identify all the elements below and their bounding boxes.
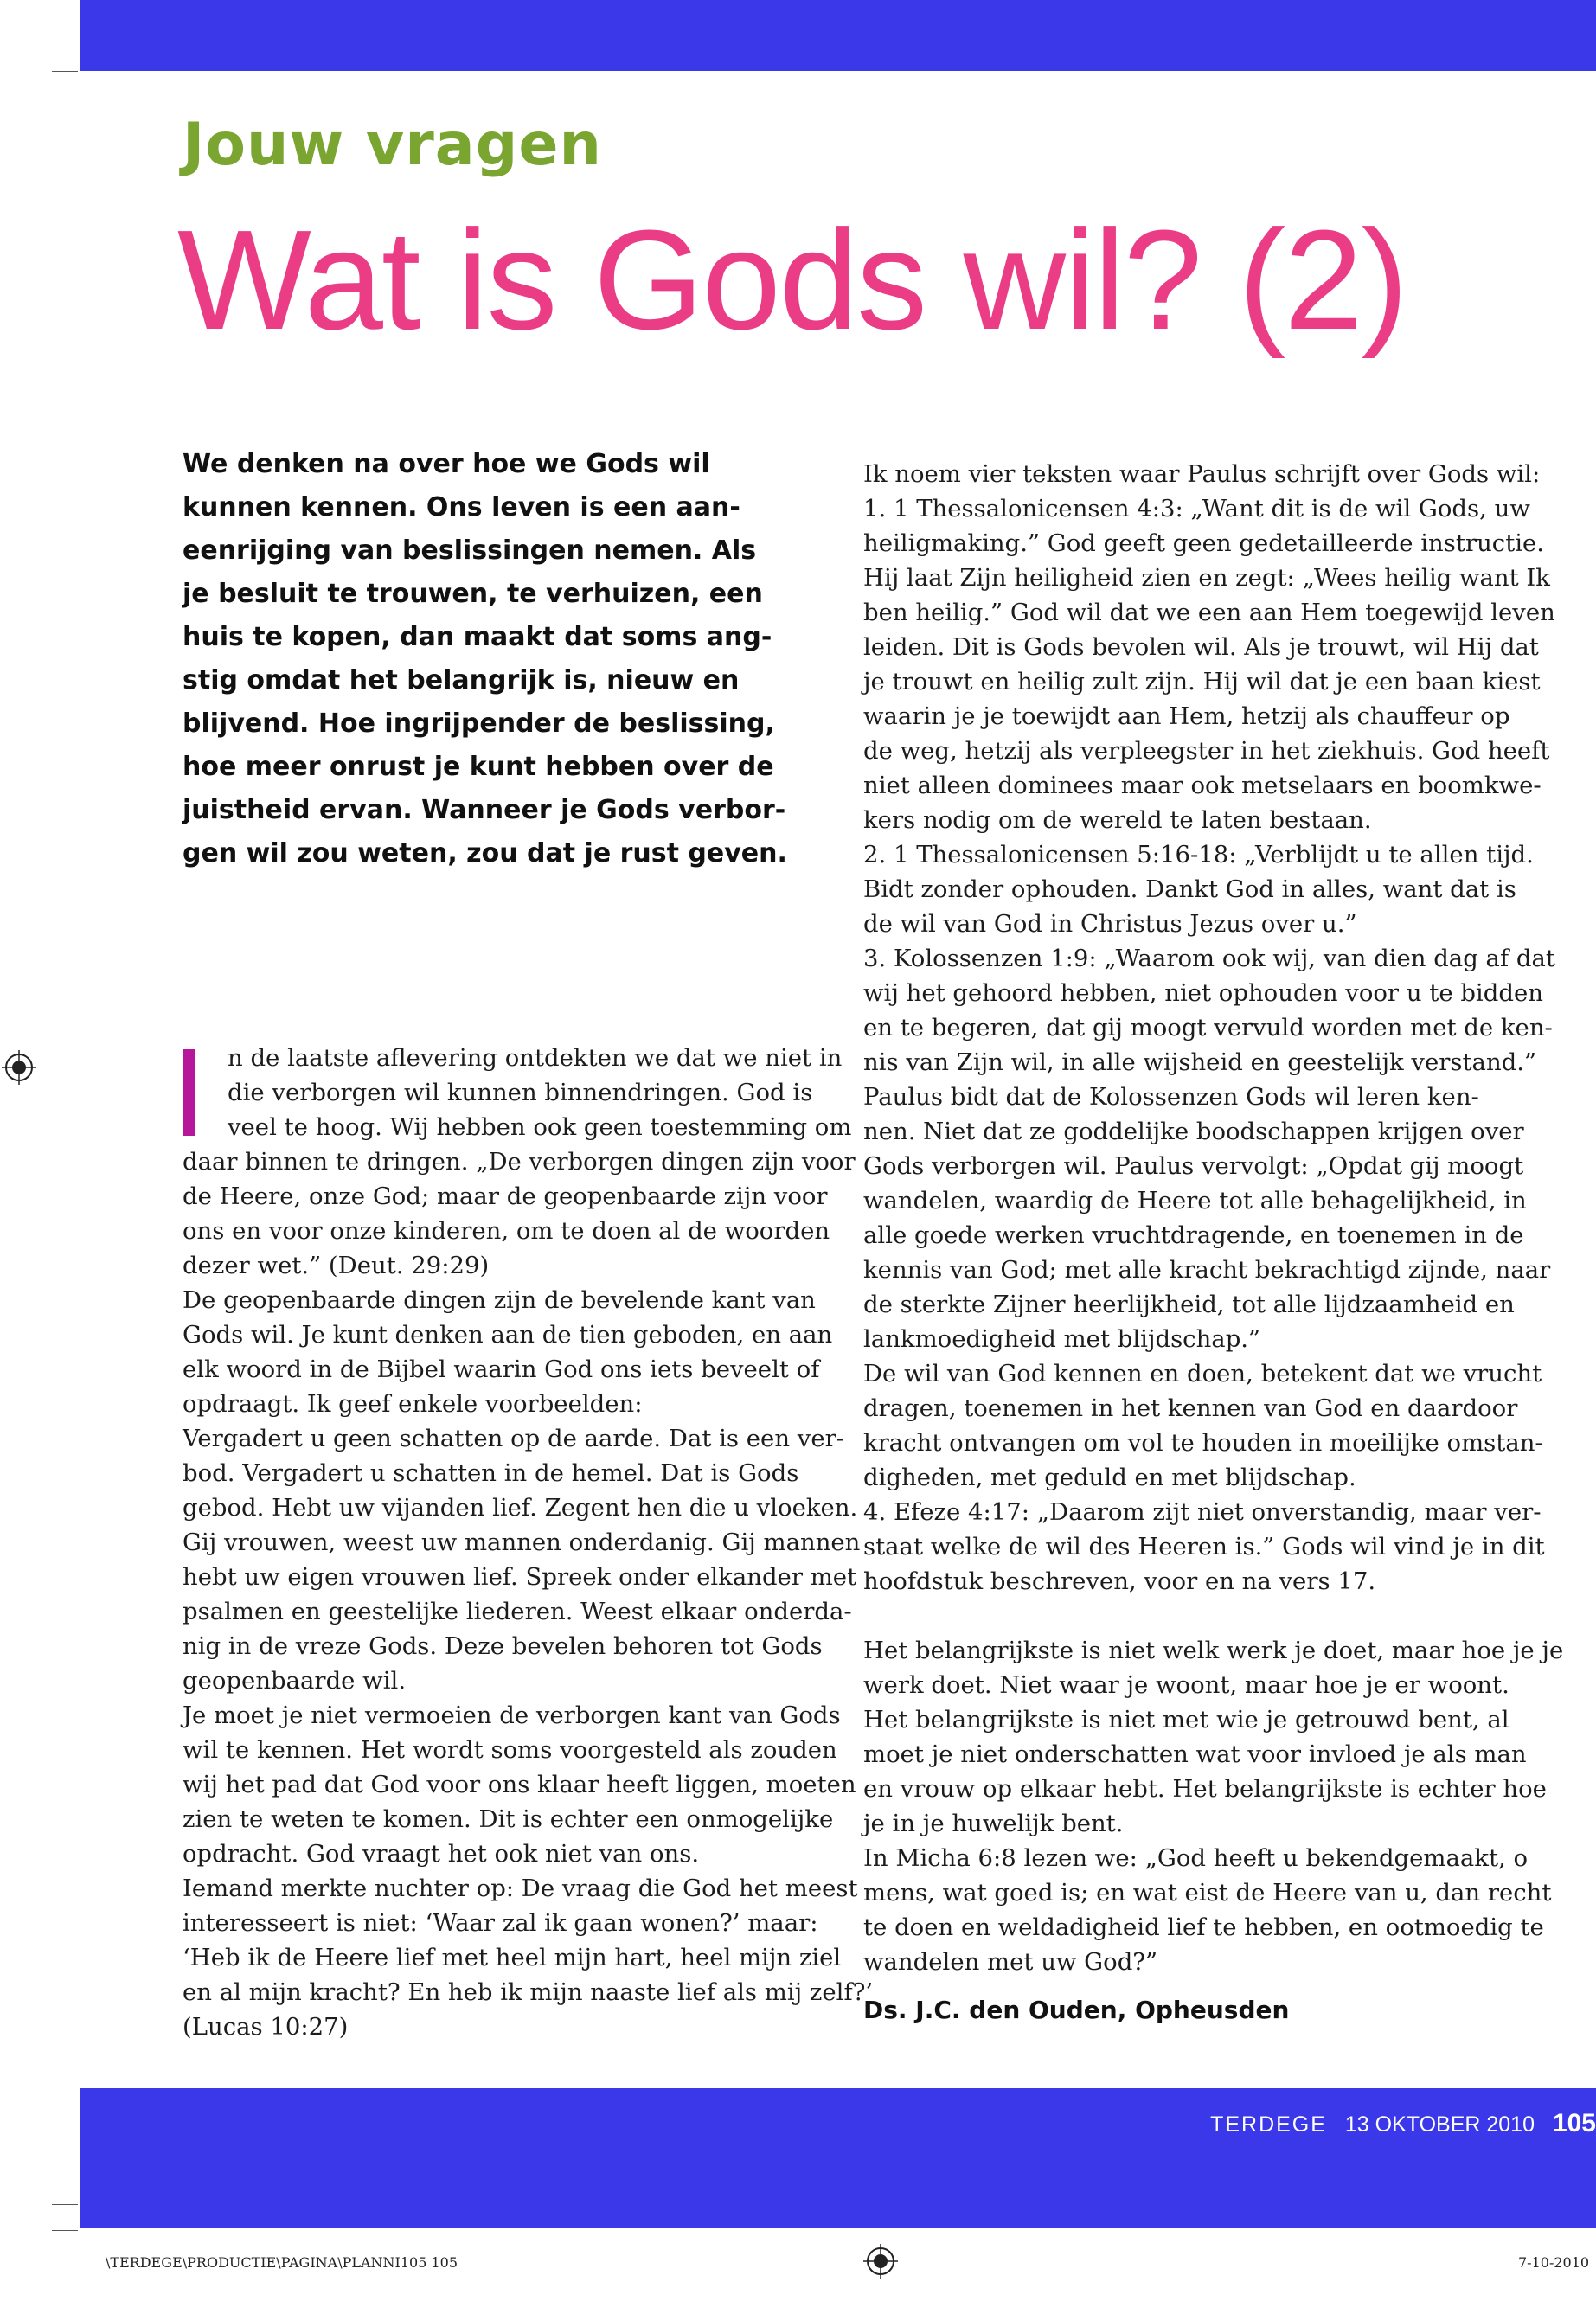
publication-name: TERDEGE (1210, 2112, 1327, 2137)
body-line: n de laatste aflevering ontdekten we dat we niet in (228, 1044, 843, 1072)
intro-line: gen wil zou weten, zou dat je rust geven. (183, 838, 787, 868)
body-line: en te begeren, dat gij moogt vervuld worden met de ken- (863, 1014, 1553, 1042)
body-line: gebod. Hebt uw vijanden lief. Zegent hen die u vloeken. (183, 1494, 858, 1522)
body-line: opdraagt. Ik geef enkele voorbeelden: (183, 1390, 643, 1418)
print-slug-path: \TERDEGE\PRODUCTIE\PAGINA\PLANNI105 105 (106, 2254, 458, 2271)
intro-line: huis te kopen, dan maakt dat soms ang- (183, 622, 772, 652)
body-line: hoofdstuk beschreven, voor en na vers 17. (863, 1567, 1376, 1595)
body-line: 1. 1 Thessalonicensen 4:3: „Want dit is de wil Gods, uw (863, 495, 1530, 522)
body-line: wij het pad dat God voor ons klaar heeft liggen, moeten (183, 1771, 856, 1798)
crop-mark (52, 2230, 78, 2231)
body-line: Gij vrouwen, weest uw mannen onderdanig. Gij mannen (183, 1529, 861, 1556)
body-line: Iemand merkte nuchter op: De vraag die God het meest (183, 1875, 858, 1902)
intro-line: blijvend. Hoe ingrijpender de beslissing, (183, 708, 775, 739)
intro-line: stig omdat het belangrijk is, nieuw en (183, 665, 740, 695)
body-line: Vergadert u geen schatten op de aarde. Dat is een ver- (183, 1425, 845, 1452)
body-line: elk woord in de Bijbel waarin God ons iets beveelt of (183, 1356, 820, 1383)
body-line: de sterkte Zijner heerlijkheid, tot alle lijdzaamheid en (863, 1291, 1515, 1318)
registration-mark-icon (863, 2244, 898, 2279)
body-line: wandelen met uw God?” (863, 1948, 1158, 1976)
print-slug-date: 7-10-2010 (1518, 2254, 1590, 2271)
paragraph-gap (863, 1599, 1538, 1633)
body-line: kracht ontvangen om vol te houden in moeilijke omstan- (863, 1429, 1543, 1457)
body-line: en al mijn kracht? En heb ik mijn naaste lief als mij zelf?’ (183, 1978, 874, 2006)
body-line: wij het gehoord hebben, niet ophouden voor u te bidden (863, 979, 1543, 1007)
body-line: nig in de vreze Gods. Deze bevelen behoren tot Gods (183, 1632, 823, 1660)
registration-mark-icon (2, 1050, 36, 1085)
body-line: alle goede werken vruchtdragende, en toenemen in de (863, 1221, 1524, 1249)
body-line: ons en voor onze kinderen, om te doen al de woorden (183, 1217, 830, 1245)
body-line: de weg, hetzij als verpleegster in het ziekhuis. God heeft (863, 737, 1550, 765)
intro-paragraph (183, 443, 836, 875)
body-line: veel te hoog. Wij hebben ook geen toestemming om (228, 1113, 852, 1141)
body-line: wil te kennen. Het wordt soms voorgesteld als zouden (183, 1736, 837, 1764)
body-line: je trouwt en heilig zult zijn. Hij wil dat je een baan kiest (863, 668, 1541, 695)
body-line: kennis van God; met alle kracht bekrachtigd zijnde, naar (863, 1256, 1551, 1284)
body-line: Paulus bidt dat de Kolossenzen Gods wil leren ken- (863, 1083, 1479, 1111)
intro-line: We denken na over hoe we Gods wil (183, 449, 710, 479)
body-line: de Heere, onze God; maar de geopenbaarde zijn voor (183, 1183, 828, 1210)
body-line: kers nodig om de wereld te laten bestaan. (863, 806, 1372, 834)
body-line: interesseert is niet: ‘Waar zal ik gaan wonen?’ maar: (183, 1909, 818, 1937)
body-line: dezer wet.” (Deut. 29:29) (183, 1252, 490, 1279)
author-byline: Ds. J.C. den Ouden, Opheusden (863, 1996, 1290, 2024)
body-line: geopenbaarde wil. (183, 1667, 407, 1695)
body-line: 3. Kolossenzen 1:9: „Waarom ook wij, van dien dag af dat (863, 945, 1555, 972)
page-number: 105 (1552, 2109, 1596, 2138)
body-line: 2. 1 Thessalonicensen 5:16-18: „Verblijdt u te allen tijd. (863, 841, 1534, 868)
body-line: psalmen en geestelijke liederen. Weest elkaar onderda- (183, 1598, 852, 1625)
crop-mark (52, 2204, 78, 2205)
body-line: moet je niet onderschatten wat voor invloed je als man (863, 1740, 1527, 1768)
body-line: daar binnen te dringen. „De verborgen dingen zijn voor (183, 1148, 856, 1176)
body-line: werk doet. Niet waar je woont, maar hoe je er woont. (863, 1671, 1509, 1699)
body-line: en vrouw op elkaar hebt. Het belangrijkste is echter hoe (863, 1775, 1547, 1803)
body-line: niet alleen dominees maar ook metselaars en boomkwe- (863, 772, 1542, 799)
body-line: 4. Efeze 4:17: „Daarom zijt niet onverstandig, maar ver- (863, 1498, 1542, 1526)
body-line: wandelen, waardig de Heere tot alle behagelijkheid, in (863, 1187, 1527, 1215)
issue-date: 13 OKTOBER 2010 (1344, 2112, 1535, 2137)
body-line: In Micha 6:8 lezen we: „God heeft u bekendgemaakt, o (863, 1844, 1529, 1872)
intro-line: je besluit te trouwen, te verhuizen, een (183, 579, 763, 609)
body-line: heiligmaking.” God geeft geen gedetailleerde instructie. (863, 529, 1545, 557)
body-line: (Lucas 10:27) (183, 2013, 349, 2041)
body-line: lankmoedigheid met blijdschap.” (863, 1325, 1261, 1353)
left-column-body (183, 1041, 874, 2044)
body-line: ben heilig.” God wil dat we een aan Hem toegewijd leven (863, 599, 1555, 626)
section-kicker: Jouw vragen (183, 111, 602, 179)
body-line: bod. Vergadert u schatten in de hemel. Dat is Gods (183, 1459, 799, 1487)
crop-mark (52, 71, 78, 72)
body-line: mens, wat goed is; en wat eist de Heere van u, dan recht (863, 1879, 1552, 1907)
body-line: De geopenbaarde dingen zijn de bevelende kant van (183, 1286, 816, 1314)
body-line: Het belangrijkste is niet welk werk je doet, maar hoe je je (863, 1637, 1564, 1664)
body-line: leiden. Dit is Gods bevolen wil. Als je trouwt, wil Hij dat (863, 633, 1539, 661)
body-line: te doen en weldadigheid lief te hebben, en ootmoedig te (863, 1913, 1544, 1941)
body-line: dragen, toenemen in het kennen van God en daardoor (863, 1394, 1518, 1422)
body-line: zien te weten te komen. Dit is echter een onmogelijke (183, 1805, 834, 1833)
body-line: ‘Heb ik de Heere lief met heel mijn hart, heel mijn ziel (183, 1944, 842, 1971)
body-line: Hij laat Zijn heiligheid zien en zegt: „Wees heilig want Ik (863, 564, 1550, 592)
top-color-band (80, 0, 1596, 71)
body-line: Gods verborgen wil. Paulus vervolgt: „Opdat gij moogt (863, 1152, 1524, 1180)
intro-line: juistheid ervan. Wanneer je Gods verbor- (183, 795, 786, 825)
body-line: Gods wil. Je kunt denken aan de tien geboden, en aan (183, 1321, 833, 1349)
body-line: digheden, met geduld en met blijdschap. (863, 1464, 1356, 1491)
body-line: Ik noem vier teksten waar Paulus schrijft over Gods wil: (863, 460, 1541, 488)
intro-line: hoe meer onrust je kunt hebben over de (183, 752, 774, 782)
body-line: Je moet je niet vermoeien de verborgen kant van Gods (183, 1702, 841, 1729)
body-line: die verborgen wil kunnen binnendringen. God is (228, 1079, 813, 1106)
page-title: Wat is Gods wil? (2) (177, 201, 1407, 359)
intro-line: eenrijging van beslissingen nemen. Als (183, 535, 757, 566)
body-line: de wil van God in Christus Jezus over u.” (863, 910, 1357, 938)
right-column-body (863, 457, 1564, 2028)
body-line: hebt uw eigen vrouwen lief. Spreek onder elkander met (183, 1563, 857, 1591)
body-line: De wil van God kennen en doen, betekent dat we vrucht (863, 1360, 1542, 1388)
body-line: Het belangrijkste is niet met wie je getrouwd bent, al (863, 1706, 1509, 1734)
body-line: waarin je je toewijdt aan Hem, hetzij als chauffeur op (863, 702, 1510, 730)
body-line: opdracht. God vraagt het ook niet van ons. (183, 1840, 700, 1868)
body-line: nen. Niet dat ze goddelijke boodschappen krijgen over (863, 1118, 1524, 1145)
body-line: staat welke de wil des Heeren is.” Gods wil vind je in dit (863, 1533, 1545, 1561)
body-line: nis van Zijn wil, in alle wijsheid en geestelijk verstand.” (863, 1048, 1537, 1076)
intro-line: kunnen kennen. Ons leven is een aan- (183, 492, 740, 522)
body-line: Bidt zonder ophouden. Dankt God in alles, want dat is (863, 875, 1516, 903)
page-footer (1210, 2109, 1596, 2138)
body-line: je in je huwelijk bent. (863, 1810, 1124, 1837)
